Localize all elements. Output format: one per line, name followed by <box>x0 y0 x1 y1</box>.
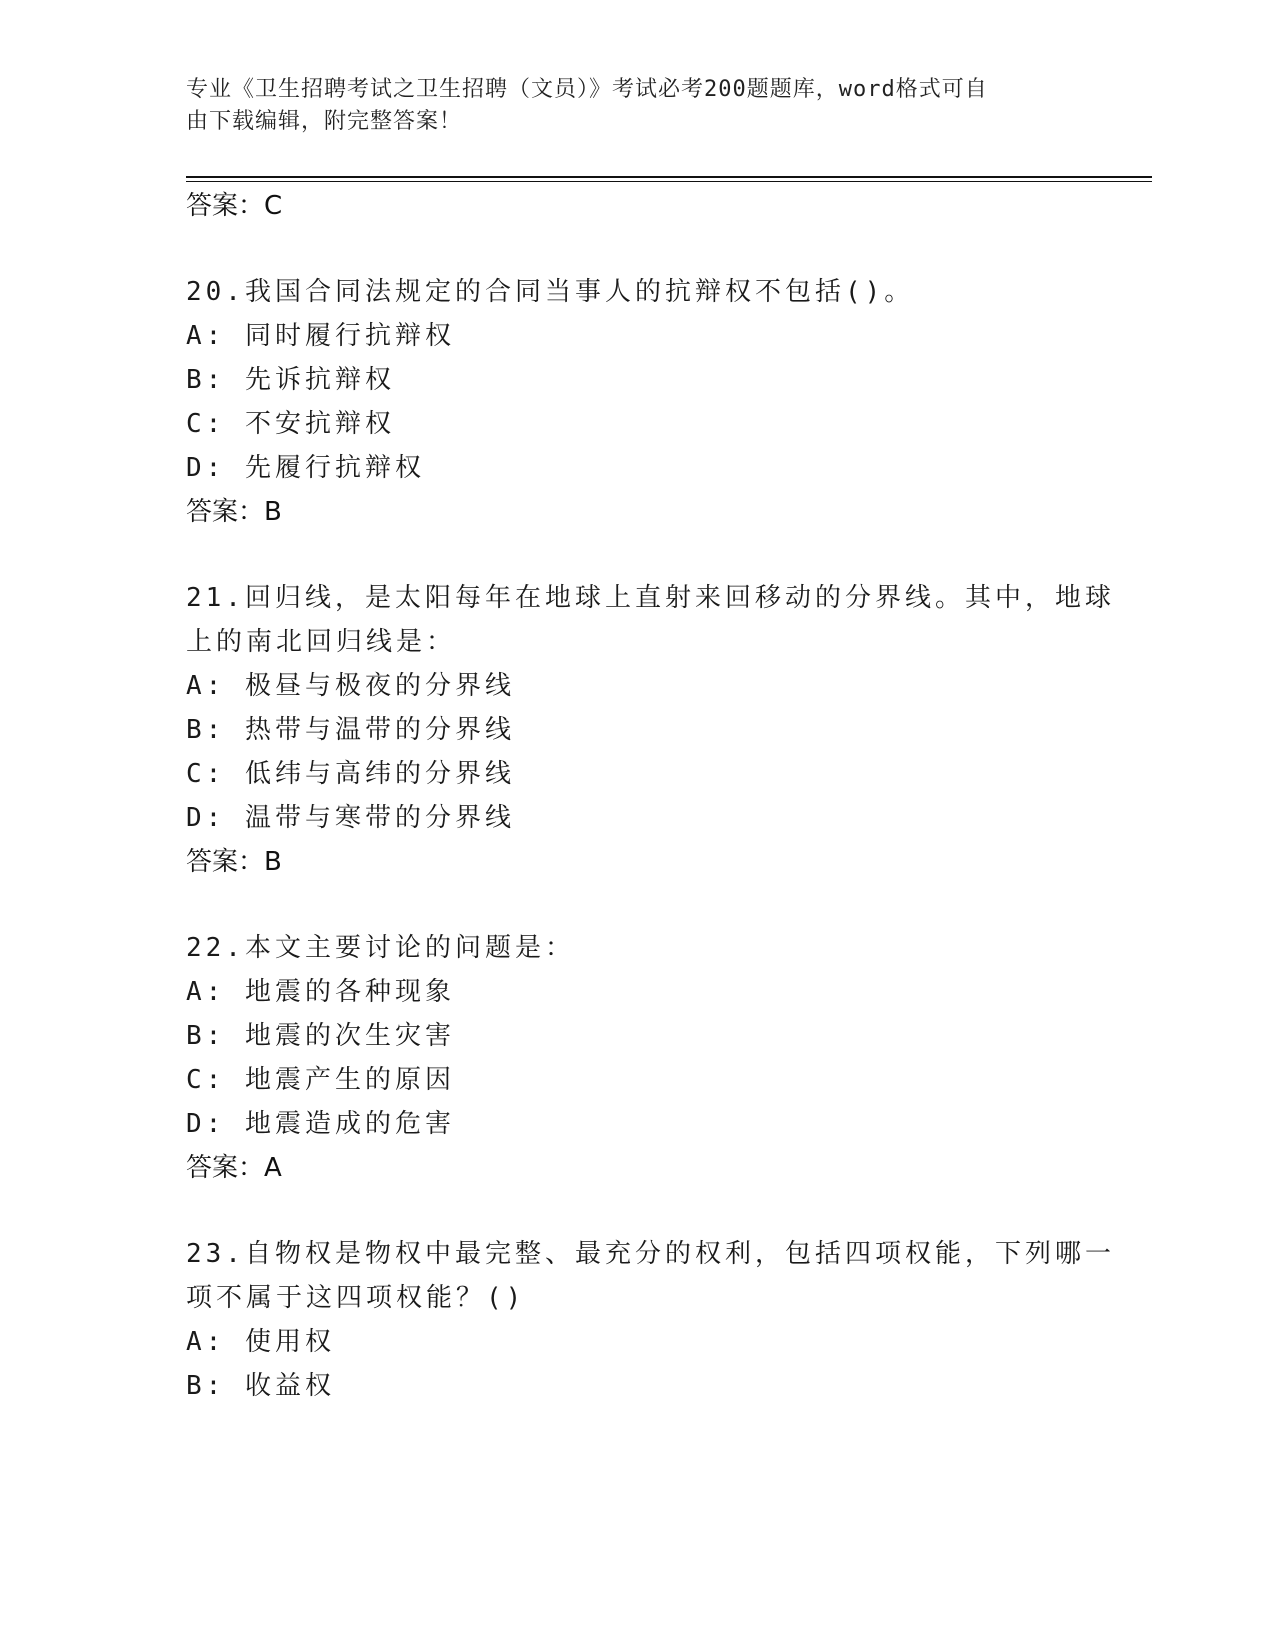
question-22-option-b: B: 地震的次生灾害 <box>186 1021 455 1051</box>
question-22-option-a: A: 地震的各种现象 <box>186 977 455 1007</box>
question-21-stem-line-2: 上的南北回归线是： <box>186 627 457 657</box>
question-22-answer: 答案：A <box>186 1153 282 1183</box>
question-22-option-c: C: 地震产生的原因 <box>186 1065 455 1095</box>
header-divider-thin <box>186 181 1152 182</box>
question-21-stem-line-1: 21.回归线，是太阳每年在地球上直射来回移动的分界线。其中，地球 <box>186 583 1115 613</box>
header-line-2: 由下载编辑，附完整答案！ <box>186 109 463 134</box>
question-20-option-d: D: 先履行抗辩权 <box>186 453 425 483</box>
question-22-option-d: D: 地震造成的危害 <box>186 1109 455 1139</box>
question-23-stem-line-1: 23.自物权是物权中最完整、最充分的权利，包括四项权能，下列哪一 <box>186 1239 1115 1269</box>
question-20-option-b: B: 先诉抗辩权 <box>186 365 395 395</box>
question-20-answer: 答案：B <box>186 497 282 527</box>
question-21-option-d: D: 温带与寒带的分界线 <box>186 803 515 833</box>
question-20-stem: 20.我国合同法规定的合同当事人的抗辩权不包括()。 <box>186 277 915 307</box>
question-21-option-c: C: 低纬与高纬的分界线 <box>186 759 515 789</box>
question-20-option-a: A: 同时履行抗辩权 <box>186 321 455 351</box>
question-21-option-b: B: 热带与温带的分界线 <box>186 715 515 745</box>
question-23-stem-line-2: 项不属于这四项权能？() <box>186 1283 526 1313</box>
previous-answer: 答案：C <box>186 191 283 221</box>
question-22-stem: 22.本文主要讨论的问题是： <box>186 933 575 963</box>
question-21-answer: 答案：B <box>186 847 282 877</box>
header-line-1: 专业《卫生招聘考试之卫生招聘（文员）》考试必考200题题库，word格式可自 <box>186 77 988 102</box>
question-20-option-c: C: 不安抗辩权 <box>186 409 395 439</box>
document-header <box>186 74 1066 138</box>
question-21-option-a: A: 极昼与极夜的分界线 <box>186 671 515 701</box>
header-divider-thick <box>186 176 1152 178</box>
question-23-option-a: A: 使用权 <box>186 1327 335 1357</box>
question-23-option-b: B: 收益权 <box>186 1371 335 1401</box>
